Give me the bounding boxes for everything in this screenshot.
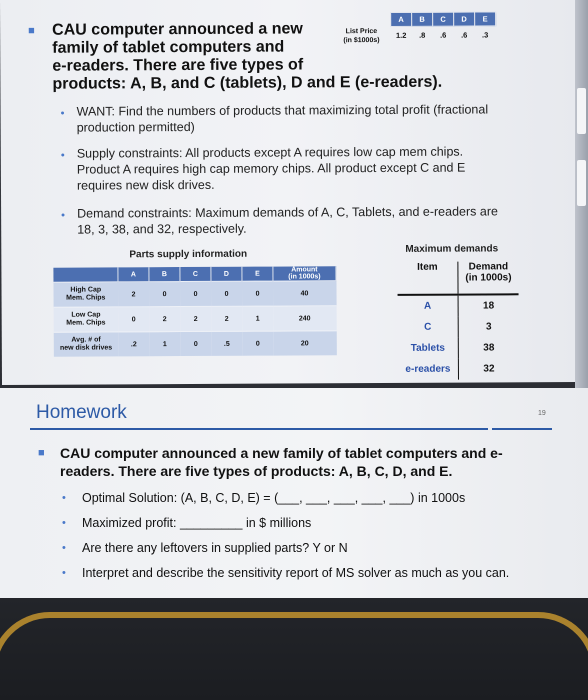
main-bullet-line2: family of tablet computers and: [52, 38, 285, 57]
parts-header-c: C: [180, 267, 211, 282]
homework-item-leftovers: Are there any leftovers in supplied parts? Y or N: [82, 541, 348, 555]
device-edge: [0, 612, 588, 698]
demand-header-line2: (in 1000s): [465, 272, 512, 284]
amount-cell: 240: [273, 306, 336, 331]
table-row: [54, 306, 337, 332]
amount-header-line2: (in 1000s): [288, 273, 321, 281]
homework-main-text: [60, 444, 550, 480]
table-cell: 0: [180, 331, 211, 356]
demand-header: [458, 261, 519, 294]
price-row-label: [332, 26, 391, 44]
supply-line2: Product A requires high cap memory chips. All product except C and E: [76, 160, 466, 177]
amount-cell: 40: [273, 281, 336, 306]
homework-item-solution: Optimal Solution: (A, B, C, D, E) = (___, ___, ___, ___, ___) in 1000s: [82, 491, 466, 505]
demand-line1: Demand constraints: Maximum demands of A, C, Tablets, and e-readers are: [77, 204, 498, 221]
page-tab: [577, 160, 586, 206]
demand-caption: Maximum demands: [405, 243, 499, 255]
main-bullet-line3: e-readers. There are five types of: [52, 56, 304, 75]
price-value-b: .8: [419, 31, 426, 41]
table-cell: 0: [118, 307, 149, 332]
price-label-line2: (in $1000s): [343, 36, 380, 44]
price-value-e: .3: [482, 30, 489, 40]
item-cell: A: [398, 295, 459, 317]
table-row: [398, 316, 519, 338]
demand-line2: 18, 3, 38, and 32, respectively.: [77, 221, 247, 237]
table-cell: 2: [180, 306, 211, 331]
parts-header-a: A: [118, 267, 149, 282]
homework-title: Homework: [36, 402, 127, 423]
table-cell: 2: [118, 282, 149, 307]
price-header-d: D: [454, 12, 475, 26]
table-cell: 1: [242, 306, 273, 331]
row-label-line2: new disk drives: [59, 344, 113, 352]
table-cell: 0: [242, 281, 273, 306]
main-bullet-line4: products: A, B, and C (tablets), D and E (e-readers).: [52, 73, 443, 93]
slide-homework: [0, 388, 588, 598]
amount-cell: 20: [273, 331, 336, 356]
price-value-d: .6: [461, 30, 468, 40]
demand-header-line1: Demand: [468, 261, 509, 273]
sub-bullet-icon: •: [62, 567, 66, 579]
table-cell: 1: [149, 332, 180, 357]
page-number: 19: [538, 410, 546, 417]
price-header-b: B: [412, 12, 433, 26]
row-label-line2: Mem. Chips: [66, 319, 106, 327]
list-price-table: [332, 11, 496, 44]
parts-caption: Parts supply information: [129, 248, 248, 261]
row-label-line1: Avg. # of: [71, 336, 101, 344]
sub-bullet-icon: •: [62, 492, 66, 504]
table-row: [54, 331, 337, 357]
homework-line2: readers. There are five types of products: A, B, C, D, and E.: [60, 463, 453, 479]
table-cell: .5: [211, 331, 242, 356]
title-underline-right: [492, 428, 552, 430]
homework-item-sensitivity: Interpret and describe the sensitivity report of MS solver as much as you can.: [82, 566, 510, 580]
sub-bullet-icon: •: [62, 517, 66, 529]
parts-supply-table: [53, 266, 336, 356]
table-cell: 0: [211, 281, 242, 306]
want-line1: WANT: Find the numbers of products that maximizing total profit (fractional: [76, 102, 489, 119]
table-row: [398, 294, 519, 317]
table-cell: 2: [211, 306, 242, 331]
table-row: [398, 337, 519, 359]
parts-header-e: E: [242, 267, 273, 282]
supply-line1: Supply constraints: All products except A requires low cap mem chips.: [76, 144, 464, 161]
table-cell: 0: [180, 281, 211, 306]
homework-line1: CAU computer announced a new family of tablet computers and e-: [60, 445, 503, 461]
item-header: Item: [397, 262, 458, 295]
price-header-e: E: [475, 12, 496, 26]
page-tab: [577, 88, 586, 134]
title-underline: [30, 428, 488, 430]
price-header-a: A: [391, 12, 412, 26]
parts-header-amount: [273, 266, 336, 281]
demand-cell: 3: [485, 321, 492, 333]
demand-cell: 18: [483, 300, 495, 312]
item-cell: Tablets: [398, 338, 459, 359]
price-value-c: .6: [440, 30, 447, 40]
table-cell: 2: [149, 307, 180, 332]
parts-header-d: D: [211, 267, 242, 282]
bullet-icon: ■: [28, 24, 35, 37]
table-row: [398, 358, 519, 380]
row-label-line1: Low Cap: [71, 311, 101, 319]
demand-cell: 38: [483, 342, 495, 354]
row-label-line1: High Cap: [70, 286, 102, 294]
bullet-icon: ■: [38, 447, 45, 459]
want-line2: production permitted): [76, 119, 195, 135]
page-stack-edge: [575, 0, 588, 390]
table-cell: 0: [242, 331, 273, 356]
sub-bullet-icon: •: [60, 107, 65, 120]
homework-item-profit: Maximized profit: _________ in $ millions: [82, 516, 312, 530]
sub-bullet-icon: •: [61, 209, 66, 222]
table-cell: 0: [149, 282, 180, 307]
table-cell: .2: [118, 332, 149, 357]
item-cell: C: [398, 317, 459, 338]
demand-cell: 32: [483, 363, 495, 375]
amount-header-line1: Amount: [291, 266, 318, 274]
table-row: [53, 281, 336, 307]
main-bullet-line1: CAU computer announced a new: [52, 20, 303, 39]
sub-bullet-icon: •: [62, 542, 66, 554]
row-label-line2: Mem. Chips: [66, 294, 106, 302]
price-value-a: 1.2: [395, 31, 407, 41]
supply-line3: requires new disk drives.: [76, 177, 215, 193]
max-demand-table: [397, 261, 519, 380]
item-cell: e-readers: [398, 359, 459, 380]
price-label-line1: List Price: [345, 27, 378, 35]
sub-bullet-icon: •: [60, 149, 65, 162]
price-header-c: C: [433, 12, 454, 26]
parts-header-b: B: [149, 267, 180, 282]
